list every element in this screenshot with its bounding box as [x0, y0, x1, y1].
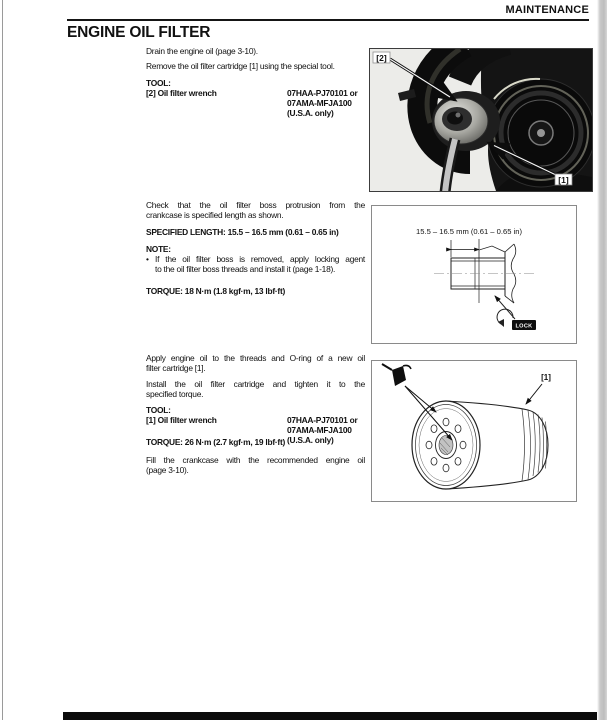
paragraph-line: Check that the oil filter boss protrusion from the	[146, 200, 365, 210]
paragraph: Drain the engine oil (page 3-10).	[146, 46, 258, 56]
tool-part-number: 07AMA-MFJA100	[287, 98, 352, 108]
paragraph	[146, 455, 365, 475]
tool-name: [2] Oil filter wrench	[146, 88, 217, 98]
filter-face	[412, 401, 480, 489]
specified-length: SPECIFIED LENGTH: 15.5 – 16.5 mm (0.61 – 0.65 in)	[146, 227, 339, 237]
tool-row	[146, 88, 365, 118]
tool-part-number: 07HAA-PJ70101 or	[287, 415, 358, 425]
tool-part-numbers	[287, 88, 357, 118]
section-remove	[146, 46, 365, 118]
tool-part-number: 07AMA-MFJA100	[287, 425, 352, 435]
boss-dimension-text: 15.5 – 16.5 mm (0.61 – 0.65 in)	[416, 227, 522, 236]
paragraph	[146, 200, 365, 220]
note-item	[146, 254, 365, 274]
tool-part-number: (U.S.A. only)	[287, 435, 334, 445]
paragraph	[146, 379, 365, 399]
tool-part-number: (U.S.A. only)	[287, 108, 334, 118]
tool-part-numbers	[287, 415, 357, 445]
cartridge-label: [1]	[541, 373, 551, 382]
paragraph-line: Install the oil filter cartridge and tighten it to the	[146, 379, 365, 389]
note-heading: NOTE:	[146, 244, 171, 254]
paragraph: Remove the oil filter cartridge [1] using the special tool.	[146, 61, 335, 71]
section-check	[146, 200, 365, 296]
removal-photo-illustration	[370, 49, 592, 191]
boss-diagram-illustration	[372, 206, 576, 343]
tool-name: [1] Oil filter wrench	[146, 415, 217, 425]
dimension-lines	[451, 239, 479, 257]
header-rule	[67, 19, 589, 21]
page-bottom-bar	[63, 712, 597, 720]
boss-outline	[451, 246, 505, 303]
tool-part-number: 07HAA-PJ70101 or	[287, 88, 358, 98]
paragraph-line: filter cartridge [1].	[146, 363, 206, 373]
cartridge-callout	[526, 373, 551, 404]
clutch-cover	[487, 79, 592, 187]
figure-oil-filter-removal-photo	[369, 48, 593, 192]
scan-edge-left	[2, 0, 3, 720]
section-install	[146, 353, 365, 475]
paragraph	[146, 353, 365, 373]
paragraph-line: (page 3-10).	[146, 465, 189, 475]
scan-edge-right	[597, 0, 607, 720]
paragraph-line: Fill the crankcase with the recommended engine oil	[146, 455, 365, 465]
cartridge-diagram-illustration	[372, 361, 576, 501]
lock-badge-label: LOCK	[515, 323, 533, 330]
figure-oil-filter-boss-diagram	[371, 205, 577, 344]
lock-callout	[495, 296, 536, 330]
page-title: ENGINE OIL FILTER	[67, 24, 211, 41]
chapter-header: MAINTENANCE	[505, 4, 589, 16]
tool-heading: TOOL:	[146, 405, 171, 415]
torque-spec: TORQUE: 18 N·m (1.8 kgf·m, 13 lbf·ft)	[146, 286, 286, 296]
tool-heading: TOOL:	[146, 78, 171, 88]
torque-spec: TORQUE: 26 N·m (2.7 kgf·m, 19 lbf·ft)	[146, 437, 286, 447]
oil-can-icon	[382, 364, 411, 386]
paragraph-line: specified torque.	[146, 389, 204, 399]
note-text	[155, 254, 365, 274]
photo-label-cartridge: [1]	[558, 174, 569, 185]
paragraph-line: crankcase is specified length as shown.	[146, 210, 284, 220]
bullet: •	[146, 254, 149, 264]
figure-oil-filter-cartridge-diagram	[371, 360, 577, 502]
photo-label-wrench: [2]	[376, 52, 387, 63]
note-line: If the oil filter boss is removed, apply locking agent	[155, 254, 365, 264]
note-line: to the oil filter boss threads and install it (page 1-18).	[155, 264, 336, 274]
paragraph-line: Apply engine oil to the threads and O-ring of a new oil	[146, 353, 365, 363]
